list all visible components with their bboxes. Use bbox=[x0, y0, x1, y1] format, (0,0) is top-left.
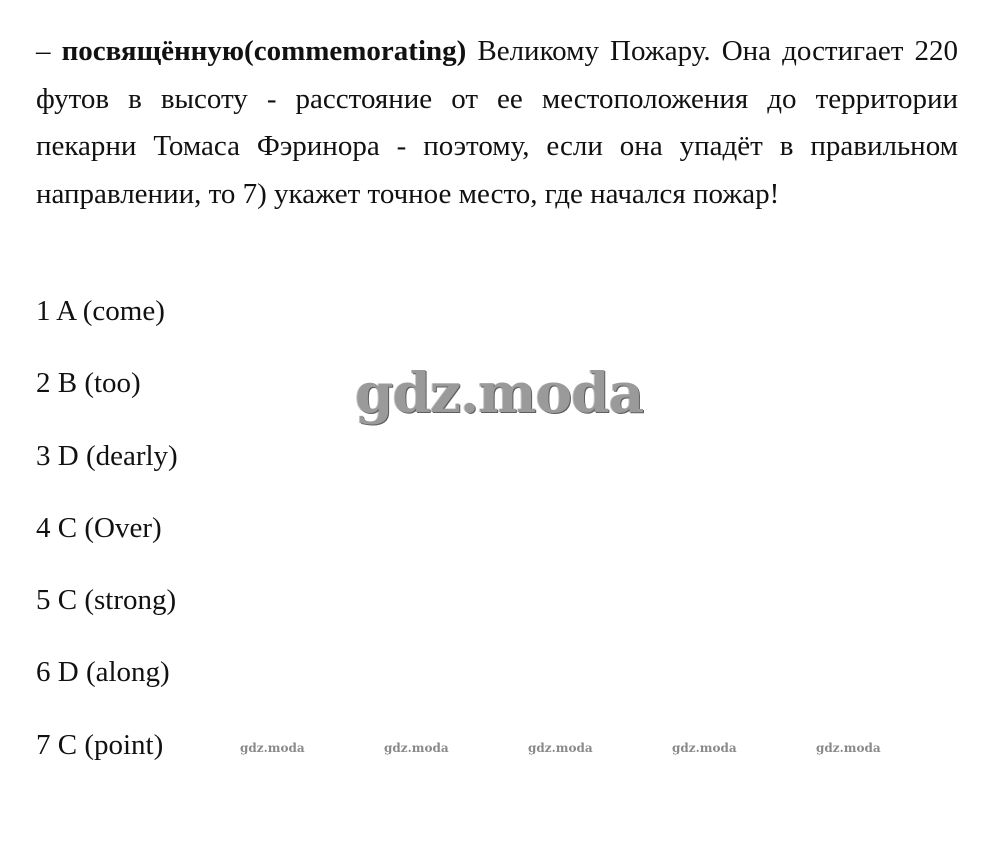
answer-list bbox=[36, 291, 178, 797]
answer-item-4: 4 C (Over) bbox=[36, 511, 162, 544]
watermark-logo: gdz.moda bbox=[355, 360, 644, 425]
watermark-small-2: gdz.moda bbox=[384, 741, 449, 755]
watermark-small-1: gdz.moda bbox=[240, 741, 305, 755]
answer-item-6: 6 D (along) bbox=[36, 656, 170, 689]
paragraph-lead-dash: – bbox=[36, 35, 51, 67]
paragraph-bold-phrase: посвящённую(commemorating) bbox=[61, 35, 467, 67]
answer-item-1: 1 A (come) bbox=[36, 295, 165, 327]
answer-item-5: 5 C (strong) bbox=[36, 584, 177, 617]
paragraph-body-text: Великому Пожару. Она достигает 220 футов в высоту - расстояние от ее местоположения до территории пекарни Томаса Фэринора - поэтому, если она упадёт в правильном направлении, то 7) укажет точное место, где начался пожар! bbox=[36, 35, 959, 210]
watermark-small-5: gdz.moda bbox=[816, 741, 881, 755]
watermark-small-4: gdz.moda bbox=[672, 741, 737, 755]
watermark-row bbox=[0, 741, 1000, 761]
answer-item-7: 7 C (point) bbox=[36, 728, 164, 761]
answer-item-2: 2 B (too) bbox=[36, 367, 141, 400]
watermark-small-3: gdz.moda bbox=[528, 741, 593, 755]
answer-item-3: 3 D (dearly) bbox=[36, 439, 178, 472]
text-paragraph bbox=[36, 28, 958, 218]
